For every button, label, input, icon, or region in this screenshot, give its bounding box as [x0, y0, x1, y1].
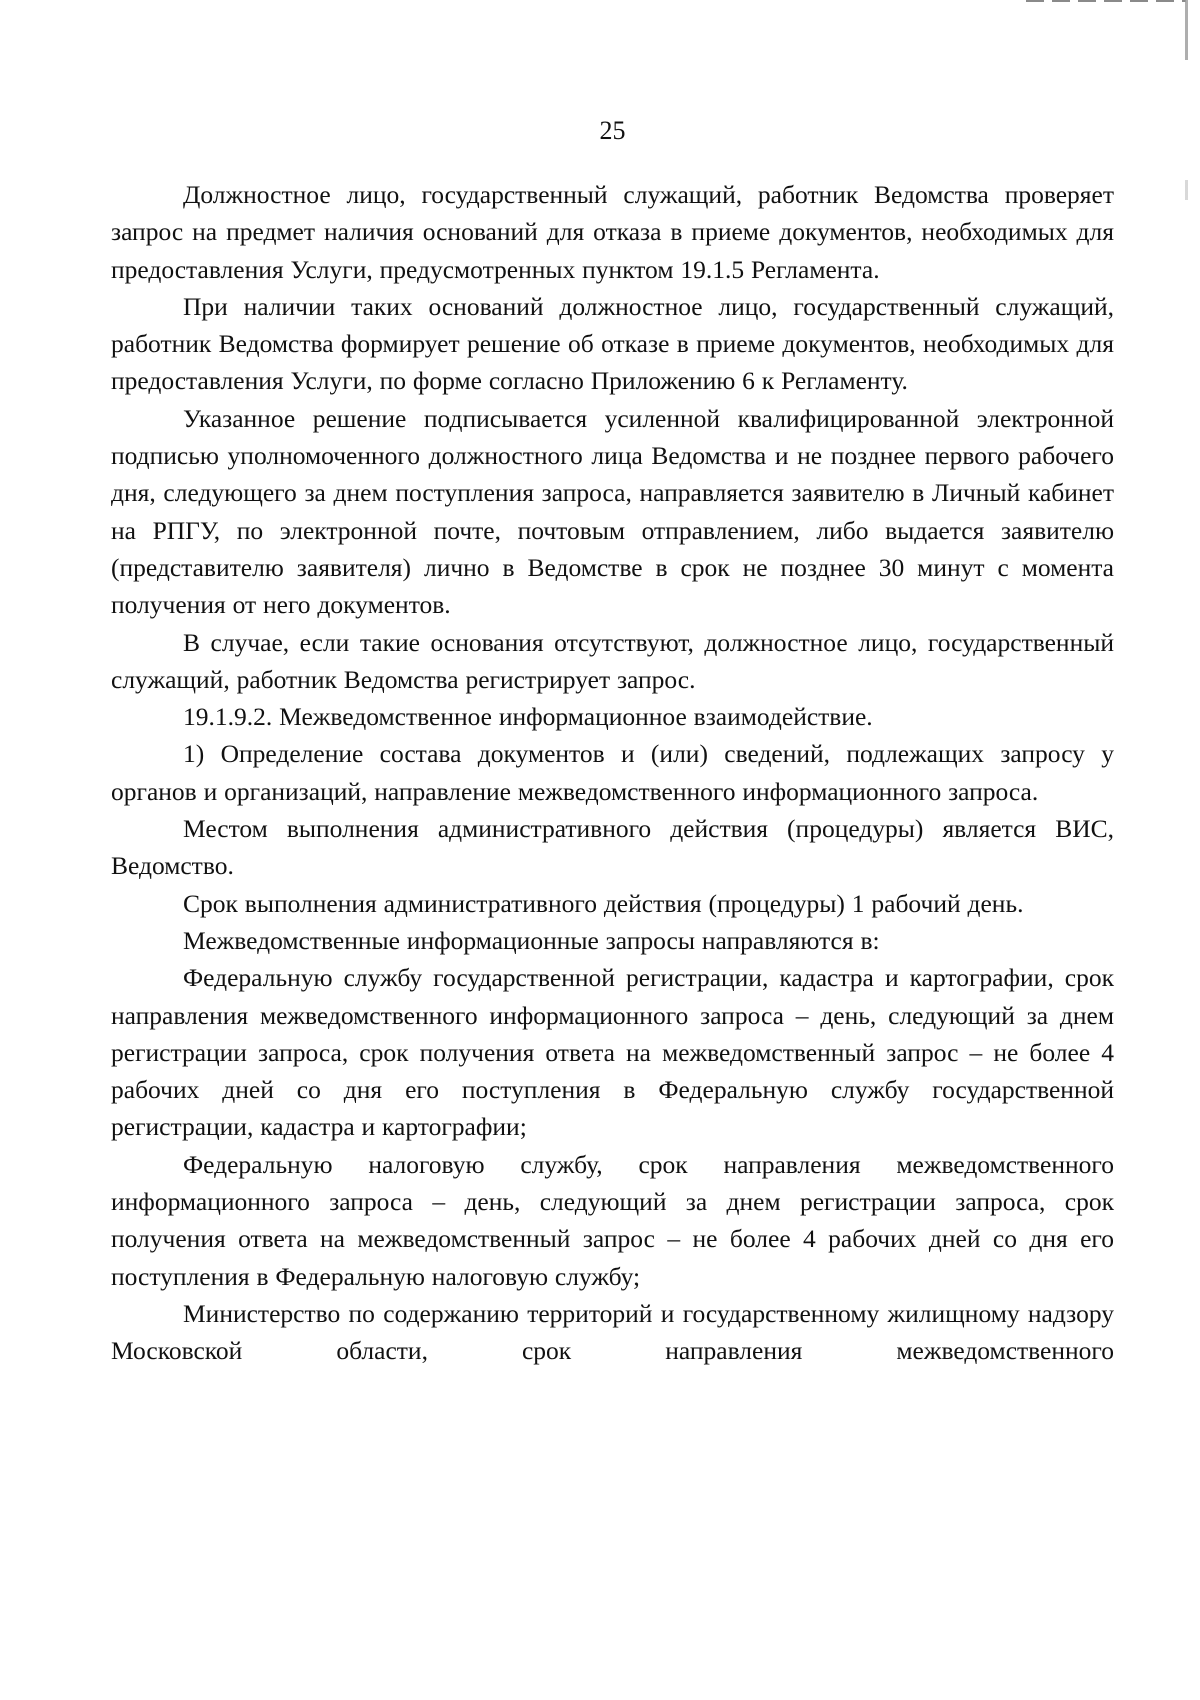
- paragraph-rosreestr: Федеральную службу государственной регистрации, кадастра и картографии, срок направления межведомственного информационного запроса – день, следующий за днем регистрации запроса, срок получения ответа на межведомственный запрос – не более 4 рабочих дней со дня его поступления в Федеральную службу государственной регистрации, кадастра и картографии;: [111, 963, 1114, 1142]
- paragraph-request-check: Должностное лицо, государственный служащий, работник Ведомства проверяет запрос на предмет наличия оснований для отказа в приеме документов, необходимых для предоставления Услуги, предусмотренных пунктом 19.1.5 Регламента.: [111, 180, 1114, 284]
- page-number: 25: [599, 116, 626, 145]
- paragraph-tax-service: Федеральную налоговую службу, срок направления межведомственного информационного запроса – день, следующий за днем регистрации запроса, срок получения ответа на межведомственный запрос – не более 4 рабочих дней со дня его поступления в Федеральную налоговую службу;: [111, 1149, 1114, 1291]
- document-body: [111, 176, 1114, 1370]
- paragraph-decision-signing: Указанное решение подписывается усиленной квалифицированной электронной подписью уполномоченного должностного лица Ведомства и не позднее первого рабочего дня, следующего за днем поступления запроса, направляется заявителю в Личный кабинет на РПГУ, по электронной почте, почтовым отправлением, либо выдается заявителю (представителю заявителя) лично в Ведомстве в срок не позднее 30 минут с момента получения от него документов.: [111, 403, 1114, 620]
- scan-edge-right: [1185, 0, 1188, 1700]
- paragraph-requests-sent-to: Межведомственные информационные запросы направляются в:: [183, 925, 880, 955]
- paragraph-request-registration: В случае, если такие основания отсутствуют, должностное лицо, государственный служащий, работник Ведомства регистрирует запрос.: [111, 627, 1114, 694]
- paragraph-refusal-decision: При наличии таких оснований должностное лицо, государственный служащий, работник Ведомства формирует решение об отказе в приеме документов, необходимых для предоставления Услуги, по форме согласно Приложению 6 к Регламенту.: [111, 291, 1114, 396]
- paragraph-ministry-housing: Министерство по содержанию территорий и государственному жилищному надзору Московской области, срок направления межведомственного: [111, 1298, 1114, 1366]
- paragraph-execution-term: Срок выполнения административного действия (процедуры) 1 рабочий день.: [183, 888, 1024, 918]
- paragraph-document-composition: 1) Определение состава документов и (или) сведений, подлежащих запросу у органов и организаций, направление межведомственного информационного запроса.: [111, 739, 1114, 806]
- paragraph-place-of-execution: Местом выполнения административного действия (процедуры) является ВИС, Ведомство.: [111, 814, 1114, 881]
- section-heading-interagency: 19.1.9.2. Межведомственное информационное взаимодействие.: [183, 702, 873, 732]
- scan-edge-top: [1026, 0, 1186, 2]
